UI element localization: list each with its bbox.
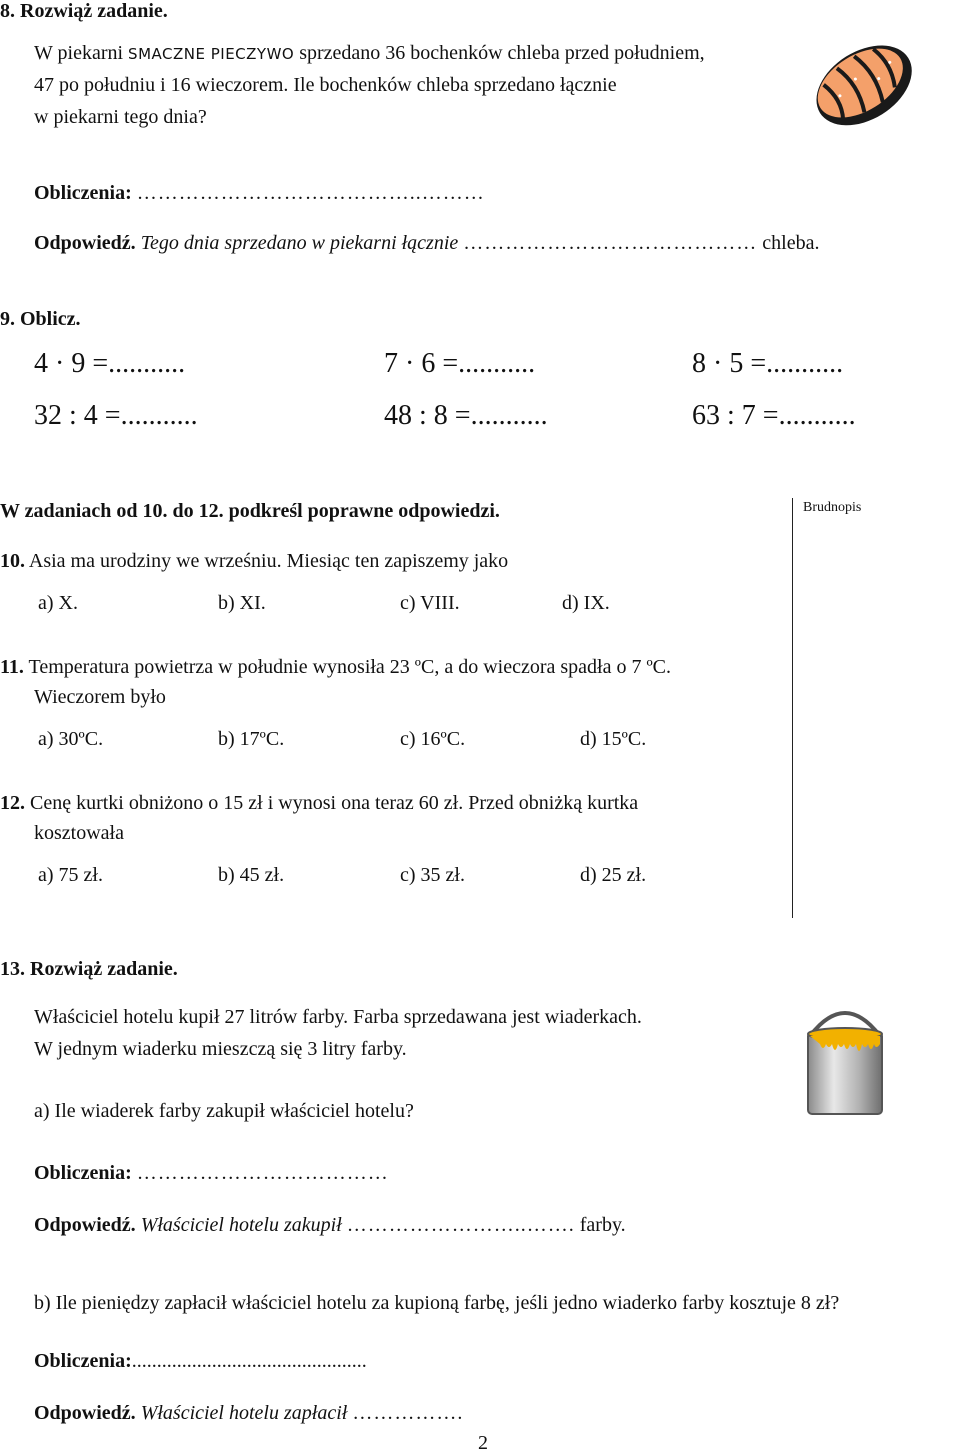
task9-r2-c2: 48 : 8 =........... (384, 400, 548, 431)
task11-question: 11. Temperatura powietrza w południe wynosiła 23 ºC, a do wieczora spadła o 7 ºC. (0, 656, 672, 678)
task13-title: 13. Rozwiąż zadanie. (0, 958, 178, 980)
task13-b-answer: Odpowiedź. Właściciel hotelu zapłacił ……………. (34, 1402, 464, 1424)
task8-calc: Obliczenia: …………………………………..……… (34, 182, 485, 204)
task9-title: 9. Oblicz. (0, 308, 81, 330)
bread-icon (806, 26, 918, 138)
task8-line3: w piekarni tego dnia? (34, 106, 207, 128)
bakery-name: SMACZNE PIECZYWO (128, 45, 295, 63)
task8-title: 8. Rozwiąż zadanie. (0, 0, 168, 22)
task9-r1-c3: 8 · 5 =........... (692, 348, 844, 379)
task13-b-question: b) Ile pieniędzy zapłacił właściciel hotelu za kupioną farbę, jeśli jedno wiaderko farby kosztuje 8 zł? (34, 1292, 840, 1314)
task9-r2-c1: 32 : 4 =........... (34, 400, 198, 431)
task10-question: 10. Asia ma urodziny we wrześniu. Miesiąc ten zapiszemy jako (0, 550, 509, 572)
page-number: 2 (478, 1432, 488, 1454)
task11-option-b[interactable]: b) 17ºC. (218, 728, 285, 750)
task12-option-a[interactable]: a) 75 zł. (38, 864, 103, 886)
task10-option-c[interactable]: c) VIII. (400, 592, 460, 614)
task13-line1: Właściciel hotelu kupił 27 litrów farby. Farba sprzedawana jest wiaderkach. (34, 1006, 642, 1028)
task10-option-d[interactable]: d) IX. (562, 592, 610, 614)
task9-r2-c3: 63 : 7 =........... (692, 400, 856, 431)
task8-line2: 47 po południu i 16 wieczorem. Ile bochenków chleba sprzedano łącznie (34, 74, 617, 96)
task11-option-d[interactable]: d) 15ºC. (580, 728, 647, 750)
task11-option-a[interactable]: a) 30ºC. (38, 728, 104, 750)
task12-option-b[interactable]: b) 45 zł. (218, 864, 285, 886)
task13-line2: W jednym wiaderku mieszczą się 3 litry farby. (34, 1038, 407, 1060)
task9-r1-c1: 4 · 9 =........... (34, 348, 186, 379)
task10-option-b[interactable]: b) XI. (218, 592, 266, 614)
task10-option-a[interactable]: a) X. (38, 592, 78, 614)
scratch-divider (792, 498, 793, 918)
task11-option-c[interactable]: c) 16ºC. (400, 728, 466, 750)
task13-a-question: a) Ile wiaderek farby zakupił właściciel hotelu? (34, 1100, 414, 1122)
task9-r1-c2: 7 · 6 =........... (384, 348, 536, 379)
task13-a-answer: Odpowiedź. Właściciel hotelu zakupił ……………………..……. farby. (34, 1214, 626, 1236)
task13-a-calc: Obliczenia: ……………………………… (34, 1162, 389, 1184)
task13-b-calc: Obliczenia:............................................... (34, 1350, 367, 1372)
task12-option-d[interactable]: d) 25 zł. (580, 864, 647, 886)
paint-bucket-icon (800, 1000, 890, 1120)
task12-question: 12. Cenę kurtki obniżono o 15 zł i wynosi ona teraz 60 zł. Przed obniżką kurtka (0, 792, 639, 814)
scratch-label: Brudnopis (803, 500, 862, 515)
task12-question-line2: kosztowała (34, 822, 124, 844)
instruction: W zadaniach od 10. do 12. podkreśl poprawne odpowiedzi. (0, 500, 500, 522)
task8-line1: W piekarni SMACZNE PIECZYWO sprzedano 36 bochenków chleba przed południem, (34, 42, 705, 64)
task12-option-c[interactable]: c) 35 zł. (400, 864, 465, 886)
task11-question-line2: Wieczorem było (34, 686, 166, 708)
task8-answer: Odpowiedź. Tego dnia sprzedano w piekarni łącznie …………………………………… chleba. (34, 232, 820, 254)
